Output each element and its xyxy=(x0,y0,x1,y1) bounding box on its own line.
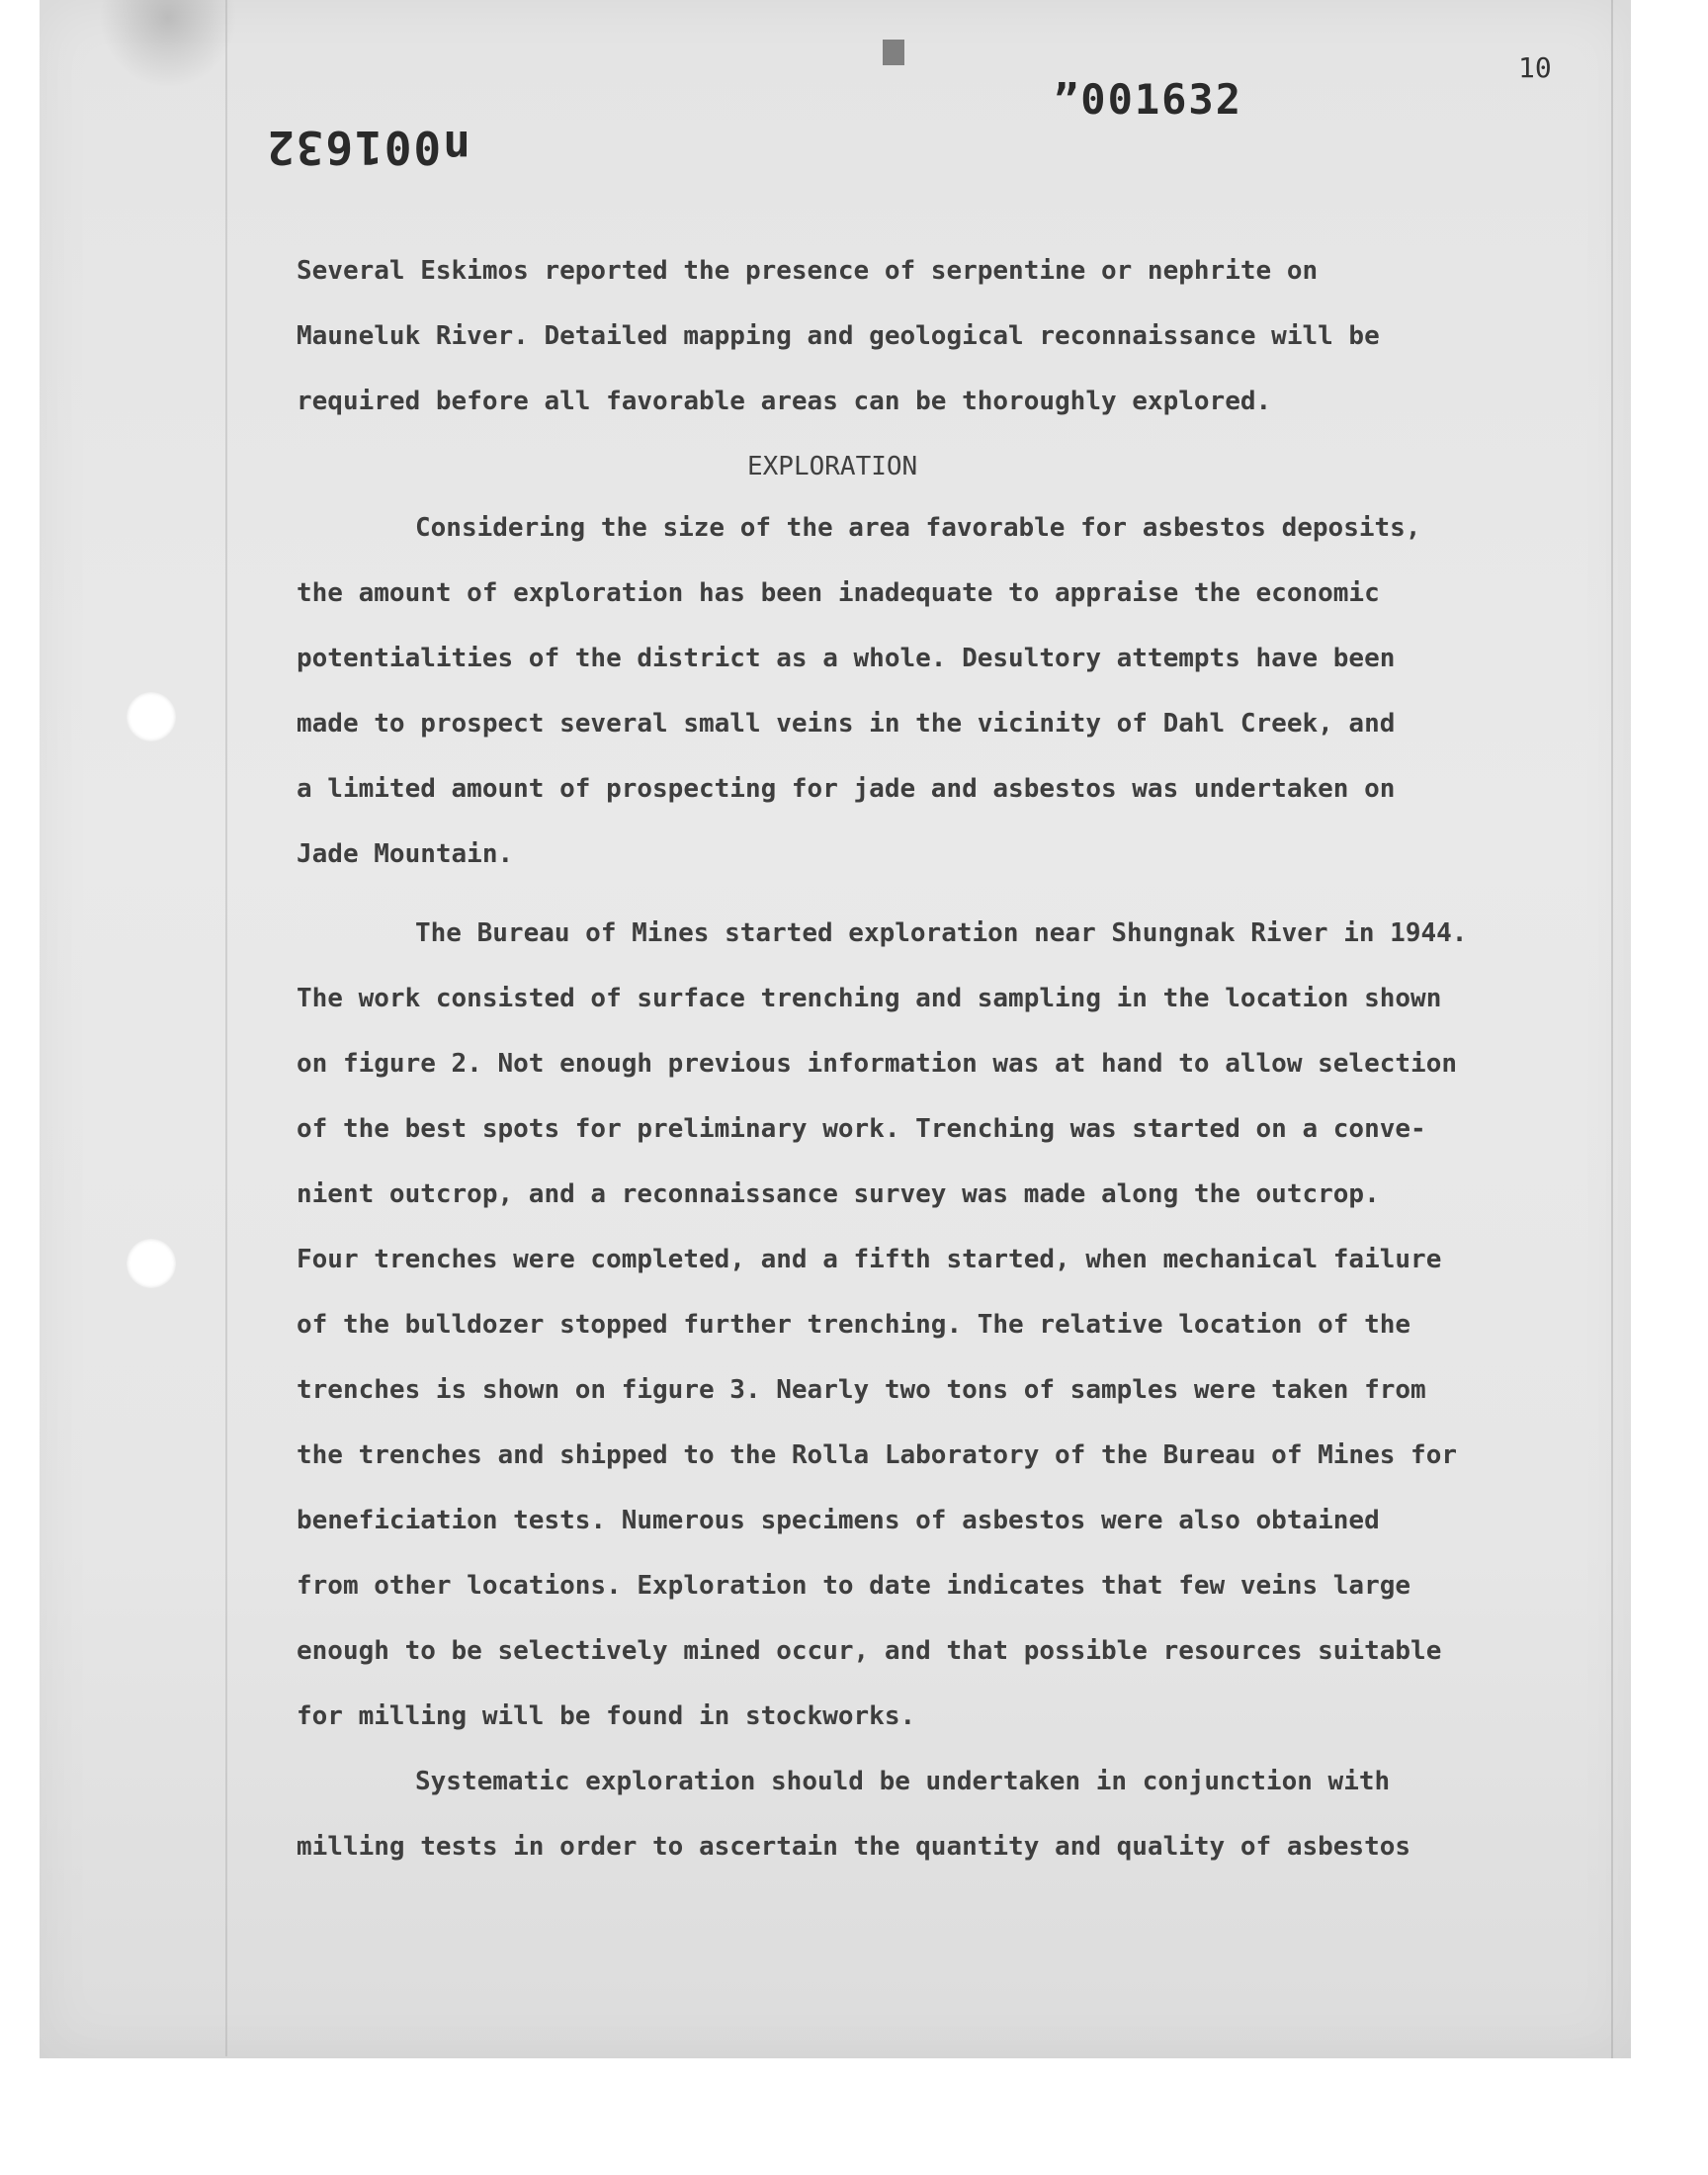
text-line: required before all favorable areas can be thoroughly explored. xyxy=(297,387,1272,416)
text-line: made to prospect several small veins in the vicinity of Dahl Creek, and xyxy=(297,709,1396,739)
text-line: on figure 2. Not enough previous information was at hand to allow selection xyxy=(297,1049,1457,1079)
paragraph-first-line: The Bureau of Mines started exploration near Shungnak River in 1944. xyxy=(415,918,1468,948)
text-line: Jade Mountain. xyxy=(297,839,514,869)
text-line: the trenches and shipped to the Rolla Laboratory of the Bureau of Mines for xyxy=(297,1440,1457,1470)
document-stamp: ”001632 xyxy=(1054,75,1243,124)
text-line: of the bulldozer stopped further trenching. The relative location of the xyxy=(297,1310,1411,1340)
text-line: beneficiation tests. Numerous specimens of asbestos were also obtained xyxy=(297,1506,1380,1535)
text-line: trenches is shown on figure 3. Nearly two tons of samples were taken from xyxy=(297,1375,1426,1405)
document-body xyxy=(297,247,1581,1888)
text-line: The work consisted of surface trenching and sampling in the location shown xyxy=(297,984,1442,1013)
page-number: 10 xyxy=(1518,51,1552,84)
text-line: a limited amount of prospecting for jade and asbestos was undertaken on xyxy=(297,774,1396,804)
punch-hole xyxy=(127,692,176,741)
text-line: potentialities of the district as a whole. Desultory attempts have been xyxy=(297,644,1396,673)
paragraph-first-line: Considering the size of the area favorable for asbestos deposits, xyxy=(415,513,1421,543)
text-line: the amount of exploration has been inadequate to appraise the economic xyxy=(297,578,1380,608)
document-stamp-inverted: n001632 xyxy=(265,121,470,174)
text-line: of the best spots for preliminary work. Trenching was started on a conve- xyxy=(297,1114,1426,1144)
punch-hole xyxy=(127,1239,176,1288)
fold-line xyxy=(225,0,227,2056)
text-line: nient outcrop, and a reconnaissance survey was made along the outcrop. xyxy=(297,1179,1380,1209)
text-line: Mauneluk River. Detailed mapping and geological reconnaissance will be xyxy=(297,321,1380,351)
text-line: for milling will be found in stockworks. xyxy=(297,1701,916,1731)
text-line: Four trenches were completed, and a fifth started, when mechanical failure xyxy=(297,1245,1442,1274)
text-line: enough to be selectively mined occur, and that possible resources suitable xyxy=(297,1636,1442,1666)
text-line: Several Eskimos reported the presence of serpentine or nephrite on xyxy=(297,256,1319,286)
smudge-mark xyxy=(99,0,237,89)
binding-mark xyxy=(883,40,904,65)
paragraph-first-line: Systematic exploration should be undertaken in conjunction with xyxy=(415,1767,1391,1796)
text-line: from other locations. Exploration to date indicates that few veins large xyxy=(297,1571,1411,1601)
section-heading: EXPLORATION xyxy=(747,452,918,481)
text-line: milling tests in order to ascertain the quantity and quality of asbestos xyxy=(297,1832,1411,1862)
paper-edge xyxy=(1611,0,1613,2058)
